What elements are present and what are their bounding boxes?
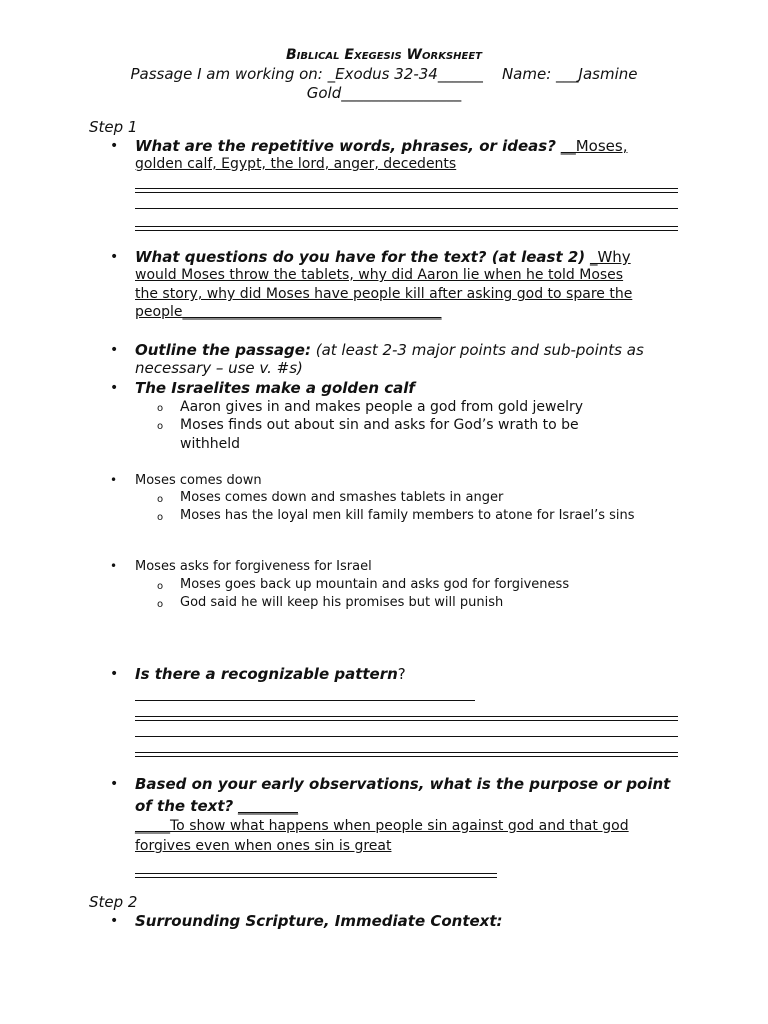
point-1-sub-2: Moses finds out about sin and asks for God’s wrath to be [180,417,579,433]
bullet: • [110,342,119,358]
q4-question-2: of the text? [135,797,234,815]
bullet: • [110,559,118,573]
q3-qmark: ? [397,665,406,683]
q4-answer-1: _____To show what happens when people sin against god and that god [135,818,629,834]
answer-line [135,700,475,701]
sub-bullet: o [157,599,164,610]
q2-answer-3: the story, why did Moses have people kill after asking god to spare the [135,286,633,302]
bullet: • [110,666,119,682]
bullet: • [110,138,119,154]
outline-note-2: necessary – use v. #s) [135,359,303,377]
name-value-continued: Gold________________ [306,84,462,102]
bullet: • [110,776,119,792]
point-1-heading: The Israelites make a golden calf [135,379,415,397]
sub-bullet: o [157,403,164,414]
q1-question: What are the repetitive words, phrases, or ideas? [135,137,556,155]
q2-line [135,248,631,266]
answer-line [135,873,497,878]
sub-bullet: o [157,421,164,432]
q4-answer-2: forgives even when ones sin is great [135,838,392,854]
q4-question-1: Based on your early observations, what is the purpose or point [135,775,671,793]
outline-line [135,341,644,359]
q1-answer-1: __Moses, [560,137,628,155]
header-line-1 [0,65,768,83]
answer-line [135,752,678,757]
step1-label: Step 1 [89,118,138,136]
point-1-sub-3: withheld [180,436,240,452]
point-2-sub-1: Moses comes down and smashes tablets in anger [180,490,504,505]
bullet: • [110,913,119,929]
q2-answer-4: people_____________________________________ [135,304,442,320]
point-2-sub-2: Moses has the loyal men kill family members to atone for Israel’s sins [180,508,635,523]
q3-question: Is there a recognizable pattern [135,665,398,683]
q3-line [135,665,406,683]
name-label: Name: [501,65,552,83]
passage-value: _Exodus 32-34______ [327,65,483,83]
answer-line [135,736,678,737]
sub-bullet: o [157,494,164,505]
name-value: ___Jasmine [556,65,638,83]
worksheet-title: Biblical Exegesis Worksheet [285,47,483,63]
passage-label: Passage I am working on: [130,65,323,83]
point-2-heading: Moses comes down [135,473,262,488]
q4-line-2 [135,797,298,815]
q2-answer-1: _Why [589,248,631,266]
outline-note-1: (at least 2-3 major points and sub-points as [315,341,644,359]
q1-answer-2: golden calf, Egypt, the lord, anger, decedents [135,156,457,172]
outline-label: Outline the passage: [135,341,311,359]
step2-label: Step 2 [89,893,138,911]
step2-item-1: Surrounding Scripture, Immediate Context: [135,912,503,930]
answer-line [135,188,678,193]
point-3-heading: Moses asks for forgiveness for Israel [135,559,372,574]
answer-line [135,226,678,231]
point-3-sub-2: God said he will keep his promises but will punish [180,595,504,610]
q2-question: What questions do you have for the text? (at least 2) [135,248,586,266]
point-3-sub-1: Moses goes back up mountain and asks god for forgiveness [180,577,570,592]
answer-line [135,208,678,209]
answer-line [135,716,678,721]
q2-answer-2: would Moses throw the tablets, why did Aaron lie when he told Moses [135,267,624,283]
q4-blank: ________ [237,797,298,815]
point-1-sub-1: Aaron gives in and makes people a god from gold jewelry [180,399,584,415]
bullet: • [110,249,119,265]
bullet: • [110,473,118,487]
q1-line [135,137,627,155]
sub-bullet: o [157,512,164,523]
sub-bullet: o [157,581,164,592]
bullet: • [110,380,119,396]
